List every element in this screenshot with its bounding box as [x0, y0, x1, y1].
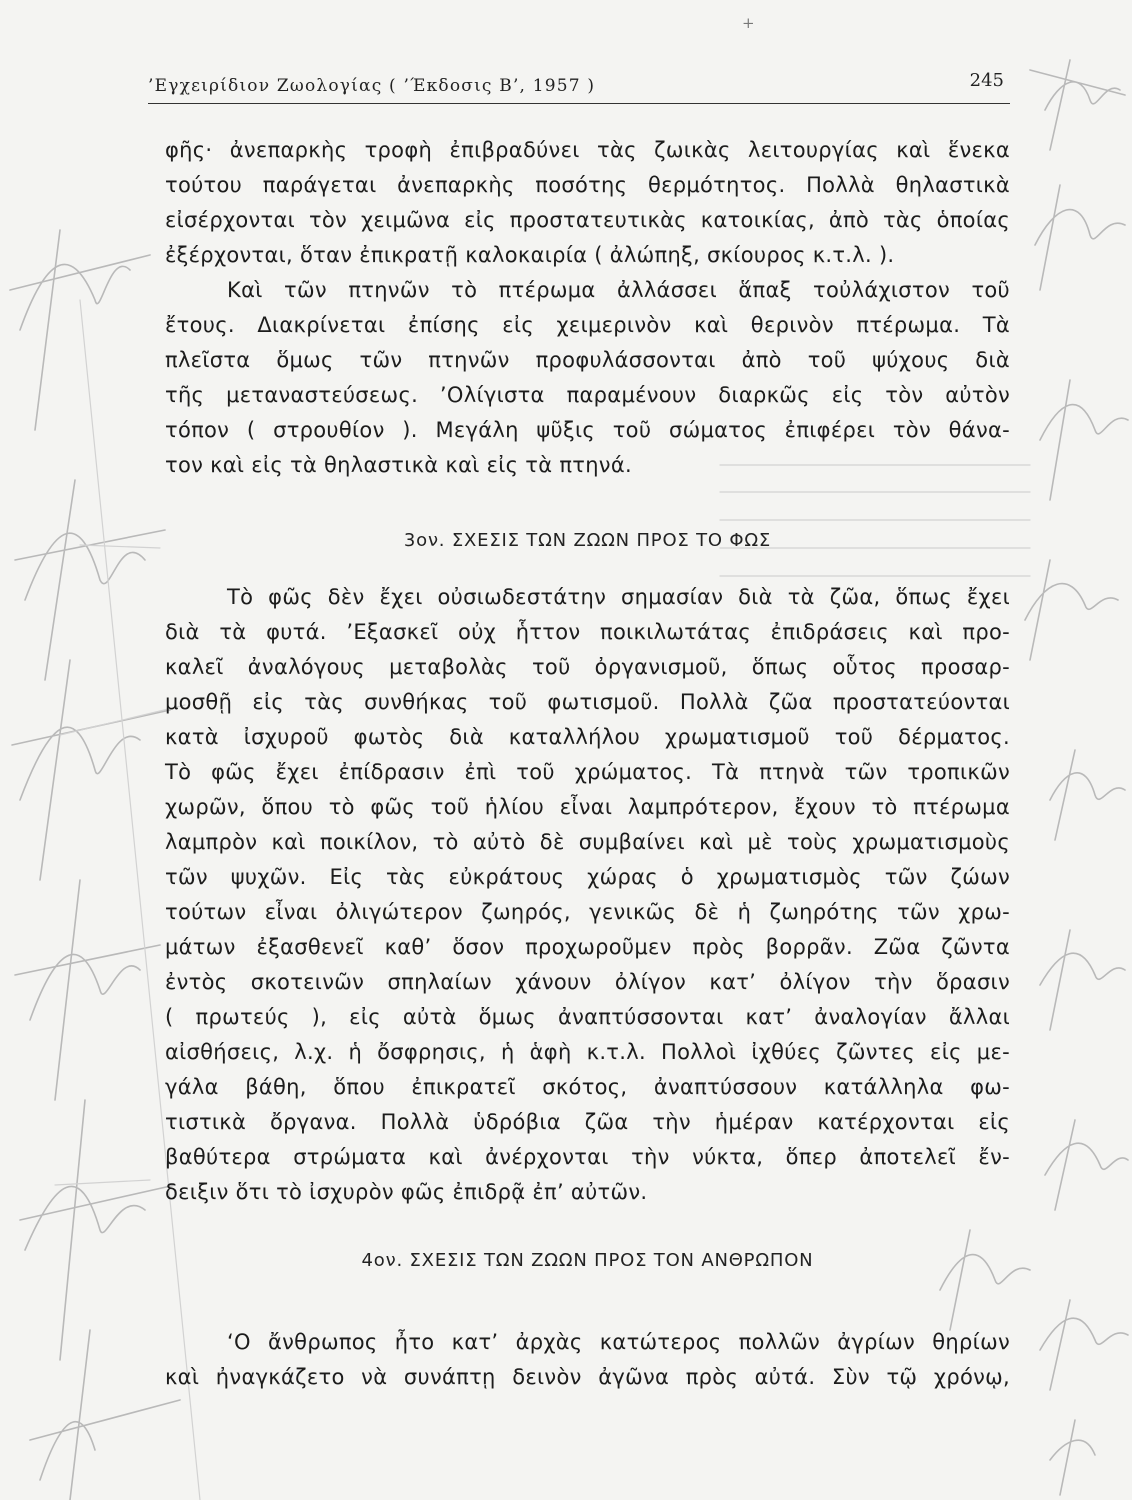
text-line: καὶ ἠναγκάζετο νὰ συνάπτῃ δεινὸν ἀγῶνα πρὸς αὐτά. Σὺν τῷ χρόνῳ, — [165, 1365, 1010, 1389]
text-line: βαθύτερα στρώματα καὶ ἀνέρχονται τὴν νύκτα, ὅπερ ἀποτελεῖ ἔν- — [165, 1145, 1010, 1169]
text-line: τον καὶ εἰς τὰ θηλαστικὰ καὶ εἰς τὰ πτηνά. — [165, 453, 632, 477]
page-number: 245 — [969, 70, 1004, 91]
text-line: διὰ τὰ φυτά. ’Εξασκεῖ οὐχ ἧττον ποικιλωτάτας ἐπιδράσεις καὶ προ- — [165, 620, 1010, 644]
text-line: γάλα βάθη, ὅπου ἐπικρατεῖ σκότος, ἀναπτύσσουν κατάλληλα φω- — [165, 1075, 1010, 1099]
text-line: τούτου παράγεται ἀνεπαρκὴς ποσότης θερμότητος. Πολλὰ θηλαστικὰ — [165, 173, 1010, 197]
text-line: καλεῖ ἀναλόγους μεταβολὰς τοῦ ὀργανισμοῦ, ὅπως οὗτος προσαρ- — [165, 655, 1010, 679]
scribble-right-9 — [1040, 1300, 1128, 1390]
section-heading-4: 4ον. ΣΧΕΣΙΣ ΤΩΝ ΖΩΩΝ ΠΡΟΣ ΤΟΝ ΑΝΘΡΩΠΟΝ — [361, 1250, 814, 1271]
header-rule — [148, 103, 1010, 104]
scribble-right-1 — [1030, 60, 1125, 150]
text-line: φῆς· ἀνεπαρκὴς τροφὴ ἐπιβραδύνει τὰς ζωικὰς λειτουργίας καὶ ἕνεκα — [165, 138, 1010, 162]
page-header — [148, 72, 1010, 106]
scribble-right-5 — [1050, 750, 1125, 840]
section-heading-3: 3ον. ΣΧΕΣΙΣ ΤΩΝ ΖΩΩΝ ΠΡΟΣ ΤΟ ΦΩΣ — [403, 530, 772, 551]
text-line: Καὶ τῶν πτηνῶν τὸ πτέρωμα ἀλλάσσει ἅπαξ τοὐλάχιστον τοῦ — [227, 278, 1010, 302]
text-line: χωρῶν, ὅπου τὸ φῶς τοῦ ἡλίου εἶναι λαμπρότερον, ἔχουν τὸ πτέρωμα — [165, 795, 1010, 819]
text-line: ἐντὸς σκοτεινῶν σπηλαίων χάνουν ὀλίγον κατ’ ὀλίγον τὴν ὅρασιν — [165, 970, 1010, 994]
scribble-right-8 — [940, 1230, 1030, 1330]
scribble-left-1 — [10, 230, 150, 430]
paragraph-1 — [165, 133, 1010, 273]
scribble-left-2 — [15, 480, 165, 680]
text-line: Τὸ φῶς δὲν ἔχει οὐσιωδεστάτην σημασίαν διὰ τὰ ζῶα, ὅπως ἔχει — [227, 585, 1010, 609]
scribble-left-6 — [30, 1330, 180, 1500]
text-line: τῶν ψυχῶν. Εἰς τὰς εὐκράτους χώρας ὁ χρωματισμὸς τῶν ζώων — [165, 865, 1010, 889]
scribble-left-4 — [15, 880, 160, 1100]
text-line: εἰσέρχονται τὸν χειμῶνα εἰς προστατευτικὰς κατοικίας, ἀπὸ τὰς ὁποίας — [165, 208, 1010, 232]
text-line: δειξιν ὅτι τὸ ἰσχυρὸν φῶς ἐπιδρᾷ ἐπ’ αὐτῶν. — [165, 1180, 648, 1204]
text-line: ἔτους. Διακρίνεται ἐπίσης εἰς χειμερινὸν καὶ θερινὸν πτέρωμα. Τὰ — [165, 313, 1010, 337]
text-line: μοσθῇ εἰς τὰς συνθήκας τοῦ φωτισμοῦ. Πολλὰ ζῶα προστατεύονται — [165, 690, 1010, 714]
text-line: λαμπρὸν καὶ ποικίλον, τὸ αὐτὸ δὲ συμβαίνει καὶ μὲ τοὺς χρωματισμοὺς — [165, 830, 1010, 854]
text-line: ( πρωτεύς ), εἰς αὐτὰ ὅμως ἀναπτύσσονται κατ’ ἀναλογίαν ἄλλαι — [165, 1005, 1010, 1029]
scribble-right-2 — [1035, 185, 1125, 290]
section-4-body — [165, 1325, 1010, 1395]
scribble-right-4 — [1025, 560, 1118, 660]
text-line: ἐξέρχονται, ὅταν ἐπικρατῇ καλοκαιρία ( ἀλώπηξ, σκίουρος κ.τ.λ. ). — [165, 243, 895, 267]
text-line: ‘Ο ἄνθρωπος ἦτο κατ’ ἀρχὰς κατώτερος πολλῶν ἀγρίων θηρίων — [227, 1330, 1010, 1354]
text-line: μάτων ἐξασθενεῖ καθ’ ὅσον προχωροῦμεν πρὸς βορρᾶν. Ζῶα ζῶντα — [165, 935, 1010, 959]
text-line: κατὰ ἰσχυροῦ φωτὸς διὰ καταλλήλου χρωματισμοῦ τοῦ δέρματος. — [165, 725, 1010, 749]
text-line: τόπον ( στρουθίον ). Μεγάλη ψῦξις τοῦ σώματος ἐπιφέρει τὸν θάνα- — [165, 418, 1010, 442]
running-title: ’Εγχειρίδιον Ζωολογίας ( ’Έκδοσις Β’, 1957 ) — [148, 76, 596, 96]
scribble-left-5 — [20, 1100, 175, 1360]
top-mark: + — [742, 14, 755, 32]
scribble-right-3 — [1040, 380, 1128, 500]
scribble-right-6 — [1040, 930, 1125, 1030]
text-line: αἰσθήσεις, λ.χ. ἡ ὄσφρησις, ἡ ἁφὴ κ.τ.λ. Πολλοὶ ἰχθύες ζῶντες εἰς με- — [165, 1040, 1010, 1064]
text-line: τῆς μεταναστεύσεως. ’Ολίγιστα παραμένουν διαρκῶς εἰς τὸν αὐτὸν — [165, 383, 1010, 407]
text-line: Τὸ φῶς ἔχει ἐπίδρασιν ἐπὶ τοῦ χρώματος. Τὰ πτηνὰ τῶν τροπικῶν — [165, 760, 1010, 784]
scribble-right-10 — [1050, 1420, 1095, 1495]
scribble-left-3 — [12, 660, 170, 880]
text-line: τιστικὰ ὄργανα. Πολλὰ ὑδρόβια ζῶα τὴν ἡμέραν κατέρχονται εἰς — [165, 1110, 1010, 1134]
text-line: τούτων εἶναι ὀλιγώτερον ζωηρός, γενικῶς δὲ ἡ ζωηρότης τῶν χρω- — [165, 900, 1010, 924]
paragraph-2 — [165, 273, 1010, 483]
scribble-right-7 — [1045, 1120, 1128, 1210]
section-3-body — [165, 580, 1010, 1210]
text-line: πλεῖστα ὅμως τῶν πτηνῶν προφυλάσσονται ἀπὸ τοῦ ψύχους διὰ — [165, 348, 1010, 372]
